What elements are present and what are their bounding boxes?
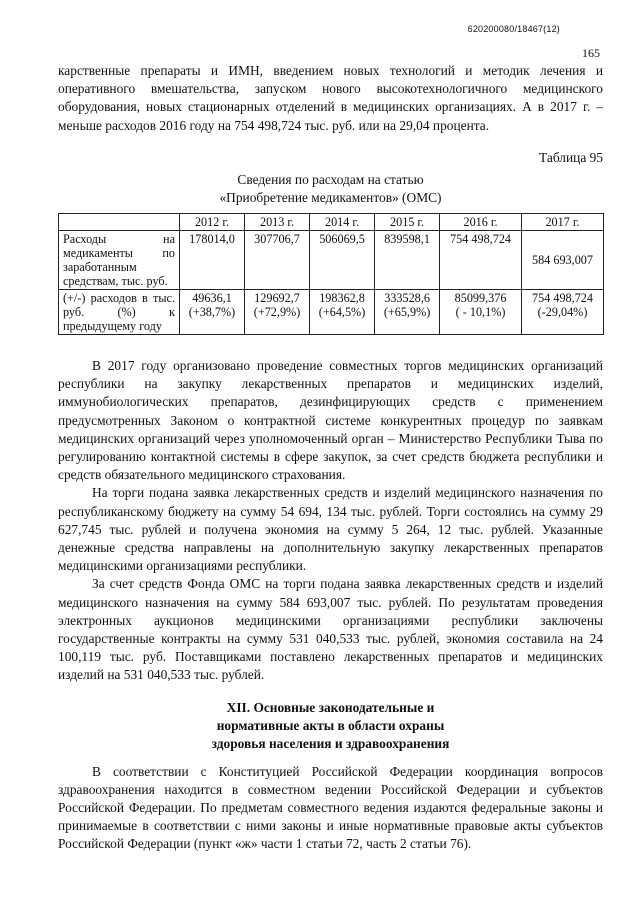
- table-header-row: [59, 214, 604, 231]
- table-cell: [180, 290, 245, 335]
- table-cell: 178014,0: [180, 231, 245, 290]
- table-header-cell: 2014 г.: [310, 214, 375, 231]
- table-cell: [245, 290, 310, 335]
- table-cell: [375, 290, 440, 335]
- body-paragraphs: [58, 357, 603, 685]
- cell-value: 85099,376: [454, 291, 507, 306]
- table-cell: 307706,7: [245, 231, 310, 290]
- expenses-table: [58, 213, 604, 335]
- row-label: (+/-) расходов в тыс. руб. (%) к предыдущему году: [59, 290, 180, 335]
- table-row: [59, 231, 604, 290]
- page-content: [58, 62, 603, 854]
- table-row: [59, 290, 604, 335]
- cell-value: 49636,1: [192, 291, 232, 306]
- table-cell: 506069,5: [310, 231, 375, 290]
- cell-percent: ( - 10,1%): [455, 305, 506, 320]
- table-cell: [522, 290, 604, 335]
- body-paragraph: За счет средств Фонда ОМС на торги подана заявка лекарственных средств и изделий медицинского назначения на сумму 584 693,007 тыс. рублей. По результатам проведения электронных аукционов медицинскими организациями республики заключены государственные контракты на сумму 531 040,533 тыс. рублей, экономия составила на 24 100,119 тыс. руб. Поставщиками поставлено лекарственных препаратов и медицинских изделий на 531 040,533 тыс. рублей.: [58, 576, 603, 683]
- section-title: [58, 699, 603, 753]
- body-paragraph: В 2017 году организовано проведение совместных торгов медицинских организаций республики на закупку лекарственных препаратов и медицинских изделий, иммунобиологических препаратов, дезинфицирующих средств с применением предусмотренных Законом о контрактной системе конкурентных процедур по заявкам медицинских организаций через уполномоченный орган – Министерство Республики Тыва по регулированию контактной системы в сфере закупок, за счет средств бюджета республики и средств обязательного медицинского страхования.: [58, 358, 603, 483]
- cell-value: 754 498,724: [532, 291, 593, 306]
- cell-value: 333528,6: [384, 291, 430, 306]
- cell-value: 198362,8: [319, 291, 365, 306]
- table-header-cell: 2017 г.: [522, 214, 604, 231]
- table-header-cell: 2016 г.: [440, 214, 522, 231]
- row-label: Расходы на медикаменты по заработанным средствам, тыс. руб.: [59, 231, 180, 290]
- table-title: [58, 171, 603, 207]
- cell-percent: (+38,7%): [188, 305, 236, 320]
- table-number: Таблица 95: [539, 149, 603, 165]
- table-cell: 754 498,724: [440, 231, 522, 290]
- cell-percent: (+72,9%): [253, 305, 301, 320]
- table-header-empty: [59, 214, 180, 231]
- section-paragraph: В соответствии с Конституцией Российской Федерации координация вопросов здравоохранения находится в совместном ведении Российской Федерации и субъектов Российской Федерации. По предметам совместного ведения издаются федеральные законы и принимаемые в соответствии с ними законы и иные нормативные правовые акты субъектов Российской Федерации (пункт «ж» части 1 статьи 72, часть 2 статьи 76).: [58, 763, 603, 852]
- table-cell: 584 693,007: [522, 231, 604, 290]
- table-title-line-1: Сведения по расходам на статью: [237, 172, 424, 188]
- body-paragraph: На торги подана заявка лекарственных средств и изделий медицинского назначения по республиканскому бюджету на сумму 54 694, 134 тыс. рублей. Торги состоялись на сумму 29 627,745 тыс. рублей и получена экономия на сумму 5 264, 12 тыс. рублей. Указанные денежные средства направлены на дополнительную закупку лекарственных препаратов медицинскими организациями республики.: [58, 485, 603, 574]
- table-header-cell: 2013 г.: [245, 214, 310, 231]
- page-number: 165: [582, 46, 600, 60]
- cell-percent: (-29,04%): [537, 305, 588, 320]
- table-cell: [440, 290, 522, 335]
- section-title-line-1: XII. Основные законодательные и: [226, 699, 435, 715]
- cell-percent: (+65,9%): [383, 305, 431, 320]
- table-title-line-2: «Приобретение медикаментов» (ОМС): [219, 190, 442, 206]
- table-cell: 839598,1: [375, 231, 440, 290]
- table-header-cell: 2015 г.: [375, 214, 440, 231]
- table-cell: [310, 290, 375, 335]
- intro-paragraph: карственные препараты и ИМН, введением новых технологий и методик лечения и оперативного вмешательства, запуском нового высокотехнологичного медицинского оборудования, новых стационарных отделений в медицинских организациях. А в 2017 г. – меньше расходов 2016 году на 754 498,724 тыс. руб. или на 29,04 процента.: [58, 63, 603, 133]
- cell-percent: (+64,5%): [318, 305, 366, 320]
- cell-value: 129692,7: [254, 291, 300, 306]
- section-title-line-2: нормативные акты в области охраны: [216, 717, 445, 733]
- section-title-line-3: здоровья населения и здравоохранения: [211, 735, 450, 751]
- document-id: 620200080/18467(12): [467, 24, 560, 34]
- table-header-cell: 2012 г.: [180, 214, 245, 231]
